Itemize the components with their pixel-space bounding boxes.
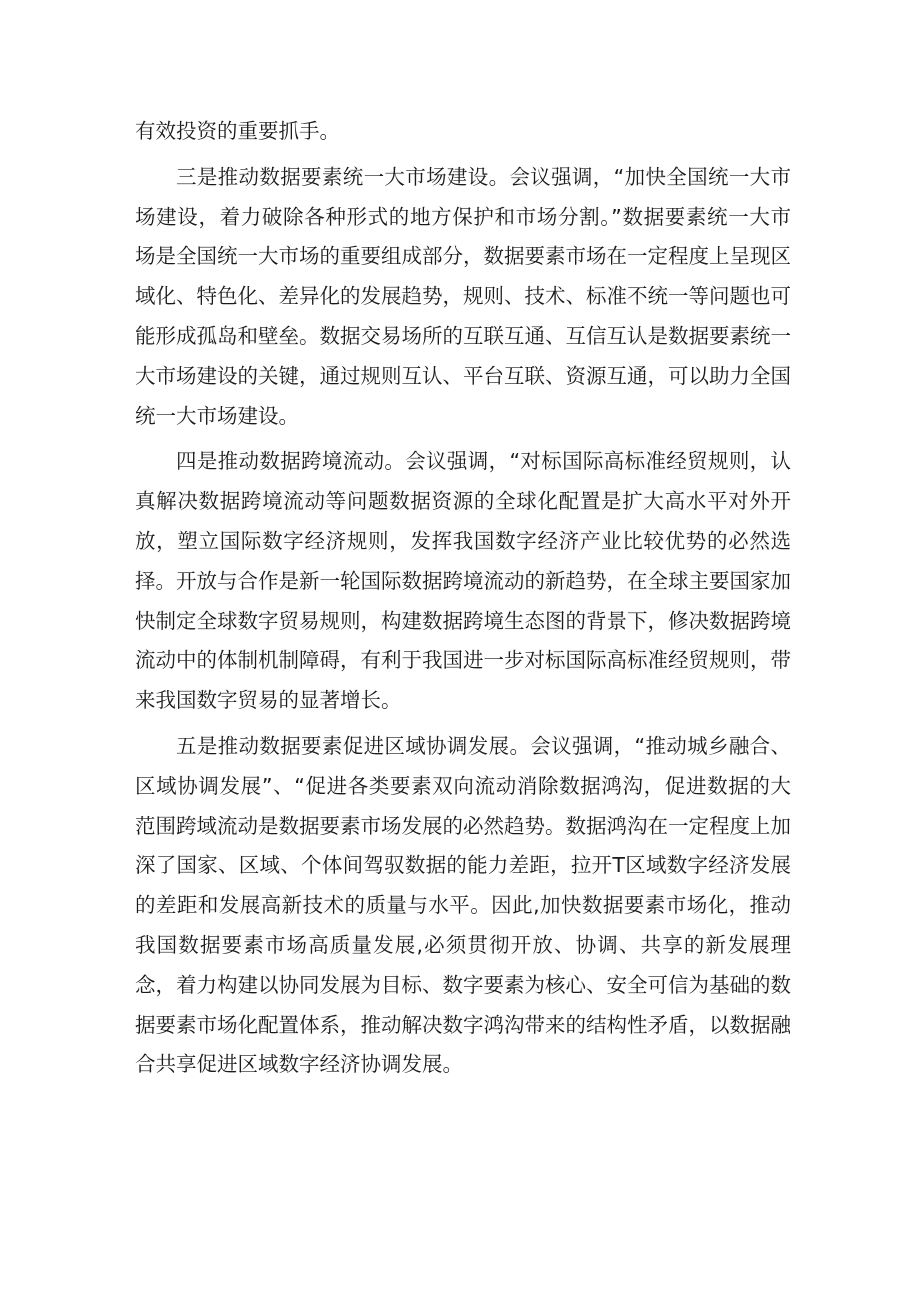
document-body <box>135 112 791 1091</box>
paragraph-cross-border-flow: 四是推动数据跨境流动。会议强调，“对标国际高标准经贸规则，认真解决数据跨境流动等问题数据资源的全球化配置是扩大高水平对外开放，塑立国际数字经济规则，发挥我国数字经济产业比较优势的必然选择。开放与合作是新一轮国际数据跨境流动的新趋势，在全球主要国家加快制定全球数字贸易规则，构建数据跨境生态图的背景下，修决数据跨境流动中的体制机制障碍，有利于我国进一步对标国际高标准经贸规则，带来我国数字贸易的显著增长。 <box>135 449 791 713</box>
paragraph-regional-development: 五是推动数据要素促进区域协调发展。会议强调，“推动城乡融合、区域协调发展”、“促进各类要素双向流动消除数据鸿沟，促进数据的大范围跨域流动是数据要素市场发展的必然趋势。数据鸿沟在一定程度上加深了国家、区域、个体间驾驭数据的能力差距，拉开T区域数字经济发展的差距和发展高新技术的质量与水平。因此,加快数据要素市场化，推动我国数据要素市场高质量发展,必须贯彻开放、协调、共享的新发展理念，着力构建以协同发展为目标、数字要素为核心、安全可信为基础的数据要素市场化配置体系，推动解决数字鸿沟带来的结构性矛盾，以数据融合共享促进区域数字经济协调发展。 <box>135 733 791 1077</box>
paragraph-continuation: 有效投资的重要抓手。 <box>135 119 340 143</box>
paragraph-unified-market: 三是推动数据要素统一大市场建设。会议强调，“加快全国统一大市场建设，着力破除各种形式的地方保护和市场分割。”数据要素统一大市场是全国统一大市场的重要组成部分，数据要素市场在一定程度上呈现区域化、特色化、差异化的发展趋势，规则、技术、标准不统一等问题也可能形成孤岛和壁垒。数据交易场所的互联互通、互信互认是数据要素统一大市场建设的关键，通过规则互认、平台互联、资源互通，可以助力全国统一大市场建设。 <box>135 164 791 428</box>
